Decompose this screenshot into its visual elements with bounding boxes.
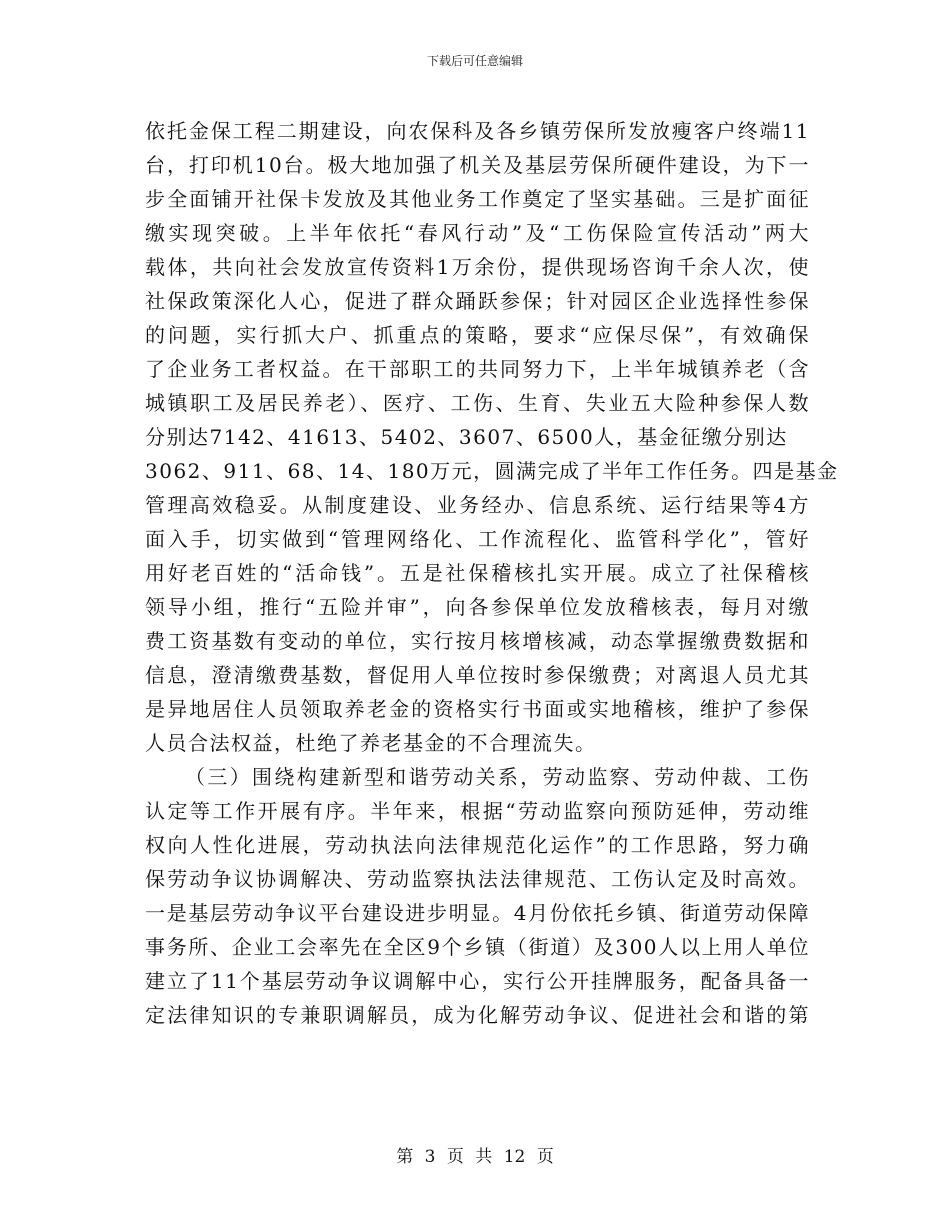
text-line: 分别达7142、41613、5402、3607、6500人，基金征缴分别达 — [145, 425, 788, 449]
text-line: 权向人性化进展，劳动执法向法律规范化运作”的工作思路，努力确 — [145, 833, 810, 857]
paragraph — [145, 760, 810, 1032]
paragraph — [145, 114, 839, 760]
text-line: 步全面铺开社保卡发放及其他业务工作奠定了坚实基础。三是扩面征 — [145, 187, 810, 211]
text-line: 人员合法权益，杜绝了养老基金的不合理流失。 — [145, 731, 597, 755]
text-line: 缴实现突破。上半年依托“春风行动”及“工伤保险宣传活动”两大 — [145, 221, 810, 245]
text-line: 面入手，切实做到“管理网络化、工作流程化、监管科学化”，管好 — [145, 527, 810, 551]
text-line: 载体，共向社会发放宣传资料1万余份，提供现场咨询千余人次，使 — [145, 255, 810, 279]
text-line: 保劳动争议协调解决、劳动监察执法法律规范、工伤认定及时高效。 — [145, 867, 810, 891]
text-line: （三）围绕构建新型和谐劳动关系，劳动监察、劳动仲裁、工伤 — [185, 765, 810, 789]
text-line: 管理高效稳妥。从制度建设、业务经办、信息系统、运行结果等4方 — [145, 493, 810, 517]
page-number: 第 3 页 共 12 页 — [396, 1147, 554, 1167]
text-line: 城镇职工及居民养老）、医疗、工伤、生育、失业五大险种参保人数 — [145, 391, 810, 415]
text-line: 台，打印机10台。极大地加强了机关及基层劳保所硬件建设，为下一 — [145, 153, 810, 177]
text-line: 用好老百姓的“活命钱”。五是社保稽核扎实开展。成立了社保稽核 — [145, 561, 810, 585]
text-line: 领导小组，推行“五险并审”，向各参保单位发放稽核表，每月对缴 — [145, 595, 810, 619]
text-line: 事务所、企业工会率先在全区9个乡镇（街道）及300人以上用人单位 — [145, 935, 810, 959]
document-body — [145, 114, 839, 1032]
text-line: 定法律知识的专兼职调解员，成为化解劳动争议、促进社会和谐的第 — [145, 1003, 810, 1027]
page-header: 下载后可任意编辑 — [426, 54, 523, 68]
text-line: 认定等工作开展有序。半年来，根据“劳动监察向预防延伸，劳动维 — [145, 799, 810, 823]
text-line: 了企业务工者权益。在干部职工的共同努力下，上半年城镇养老（含 — [145, 357, 810, 381]
text-line: 建立了11个基层劳动争议调解中心，实行公开挂牌服务，配备具备一 — [145, 969, 810, 993]
text-line: 是异地居住人员领取养老金的资格实行书面或实地稽核，维护了参保 — [145, 697, 810, 721]
text-line: 信息，澄清缴费基数，督促用人单位按时参保缴费；对离退人员尤其 — [145, 663, 810, 687]
text-line: 依托金保工程二期建设，向农保科及各乡镇劳保所发放瘦客户终端11 — [145, 119, 810, 143]
text-line: 3062、911、68、14、180万元，圆满完成了半年工作任务。四是基金 — [145, 459, 839, 483]
text-line: 社保政策深化人心，促进了群众踊跃参保；针对园区企业选择性参保 — [145, 289, 810, 313]
text-line: 费工资基数有变动的单位，实行按月核增核减，动态掌握缴费数据和 — [145, 629, 810, 653]
text-line: 一是基层劳动争议平台建设进步明显。4月份依托乡镇、街道劳动保障 — [145, 901, 810, 925]
text-line: 的问题，实行抓大户、抓重点的策略，要求“应保尽保”，有效确保 — [145, 323, 810, 347]
